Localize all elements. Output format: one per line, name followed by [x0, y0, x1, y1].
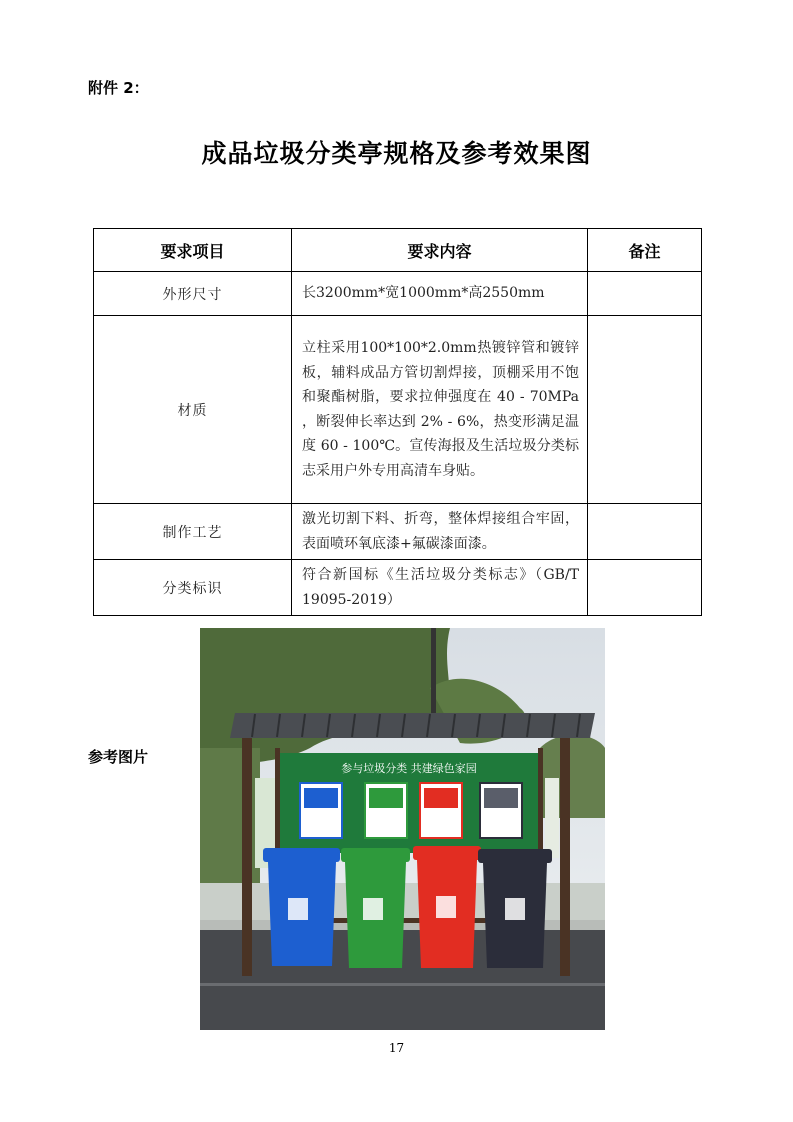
row-note	[588, 316, 702, 504]
sign-recyclable-header	[304, 788, 338, 808]
bin-blue	[263, 848, 340, 966]
post-right	[560, 738, 570, 976]
bin-red	[413, 846, 481, 968]
row-content: 长3200mm*宽1000mm*高2550mm	[292, 272, 588, 316]
lamp-pole	[431, 628, 436, 718]
row-note	[588, 272, 702, 316]
road-line	[200, 983, 605, 986]
row-item: 制作工艺	[94, 504, 292, 560]
post-left	[242, 738, 252, 976]
side-panel-right	[545, 778, 559, 858]
page-number: 17	[388, 1041, 405, 1055]
sign-hazardous-header	[424, 788, 458, 808]
table-row	[94, 272, 702, 316]
reference-label: 参考图片	[88, 748, 149, 766]
row-note	[588, 560, 702, 616]
spec-table	[93, 228, 702, 616]
reference-photo	[200, 628, 605, 1030]
table-row	[94, 560, 702, 616]
document-title: 成品垃圾分类亭规格及参考效果图	[201, 139, 592, 168]
sign-kitchen-header	[369, 788, 403, 808]
header-content: 要求内容	[292, 229, 588, 272]
row-content: 激光切割下料、折弯，整体焊接组合牢固，表面喷环氧底漆+氟碳漆面漆。	[292, 504, 588, 560]
table-header-row	[94, 229, 702, 272]
banner-text: 参与垃圾分类 共建绿色家园	[341, 762, 477, 775]
row-content: 符合新国标《生活垃圾分类标志》（GB/T 19095-2019）	[292, 560, 588, 616]
header-item: 要求项目	[94, 229, 292, 272]
header-note: 备注	[588, 229, 702, 272]
row-content: 立柱采用100*100*2.0mm热镀锌管和镀锌板，辅料成品方管切割焊接，顶棚采用不饱和聚酯树脂，要求拉伸强度在 40 - 70MPa ，断裂伸长率达到 2% - 6%，热变形满足温度 60 - 100℃。宣传海报及生活垃圾分类标志采用户外专用高清车身贴。	[292, 316, 588, 504]
bin-green	[341, 848, 410, 968]
bin-dark	[478, 849, 552, 968]
table-row	[94, 316, 702, 504]
row-note	[588, 504, 702, 560]
row-item: 外形尺寸	[94, 272, 292, 316]
roof	[230, 713, 595, 738]
row-item: 分类标识	[94, 560, 292, 616]
table-row	[94, 504, 702, 560]
sign-other-header	[484, 788, 518, 808]
row-item: 材质	[94, 316, 292, 504]
attachment-label: 附件 2：	[88, 79, 149, 97]
